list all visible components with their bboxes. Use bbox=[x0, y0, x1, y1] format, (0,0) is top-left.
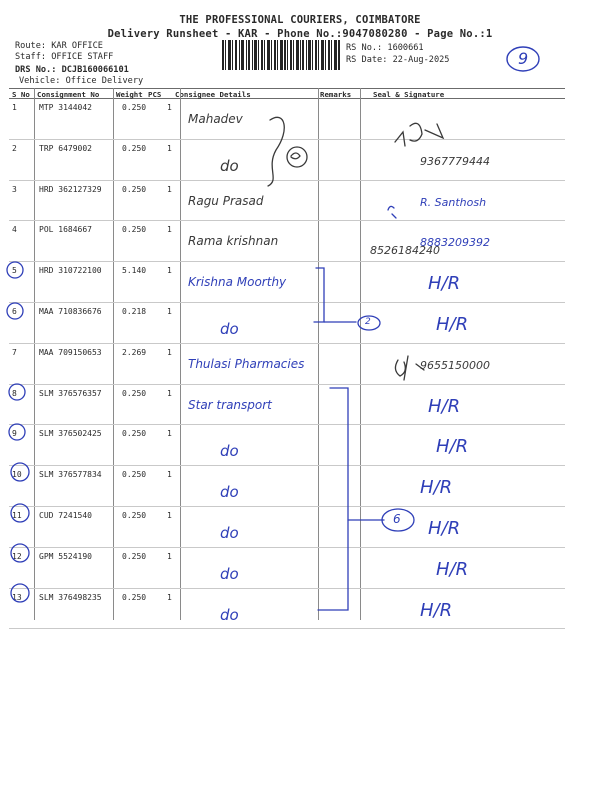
row-sno: 4 bbox=[12, 225, 17, 235]
row-consignee-handwritten: do bbox=[220, 524, 239, 542]
row-consignee-handwritten: Thulasi Pharmacies bbox=[188, 356, 305, 371]
row-sno: 11 bbox=[12, 511, 22, 520]
row-pcs: 1 bbox=[167, 470, 172, 480]
row-consignment-no: SLM 376498235 bbox=[39, 592, 102, 602]
page-number-text: 9 bbox=[518, 49, 529, 68]
row-pcs: 1 bbox=[167, 592, 172, 602]
row-signature-handwritten: H/R bbox=[428, 273, 461, 295]
row-sno: 6 bbox=[12, 307, 17, 316]
row-signature-handwritten: H/R bbox=[428, 518, 461, 539]
row-consignment-no: POL 1684667 bbox=[39, 225, 92, 235]
staff-info: Staff: OFFICE STAFF bbox=[15, 52, 114, 62]
row-weight: 0.250 bbox=[122, 225, 147, 235]
col-consignment: Consignment No bbox=[37, 90, 100, 99]
row-sno: 2 bbox=[12, 143, 17, 153]
row-weight: 2.269 bbox=[122, 347, 147, 357]
row-consignment-no: TRP 6479002 bbox=[39, 143, 92, 153]
row-sno: 9 bbox=[12, 429, 17, 439]
row-signature-handwritten: H/R bbox=[420, 599, 453, 621]
row-weight: 0.250 bbox=[122, 551, 147, 561]
row-consignee-handwritten: do bbox=[220, 442, 239, 461]
row-signature-handwritten: R. Santhosh bbox=[420, 195, 487, 209]
row-consignee-handwritten: Star transport bbox=[188, 397, 272, 412]
row-consignee-handwritten: Krishna Moorthy bbox=[188, 275, 287, 290]
bracket-count-label: 2 bbox=[365, 317, 371, 327]
row-weight: 0.250 bbox=[122, 470, 147, 480]
row-sno: 1 bbox=[12, 103, 17, 112]
col-consignee: Consignee Details bbox=[175, 90, 251, 99]
row-signature-handwritten: 9655150000 bbox=[420, 358, 490, 372]
row-pcs: 1 bbox=[167, 388, 172, 398]
row-sno: 3 bbox=[12, 184, 17, 194]
row-consignee-handwritten: Mahadev bbox=[188, 112, 243, 126]
row-sno: 8 bbox=[12, 388, 17, 398]
row-weight: 0.250 bbox=[122, 143, 147, 153]
row-consignment-no: SLM 376577834 bbox=[39, 470, 102, 480]
col-remarks: Remarks bbox=[320, 90, 352, 99]
row-consignment-no: MTP 3144042 bbox=[39, 103, 92, 112]
row-signature-handwritten: H/R bbox=[436, 558, 469, 580]
row-consignee-handwritten: do bbox=[220, 564, 239, 583]
row-pcs: 1 bbox=[167, 429, 172, 439]
rs-date: RS Date: 22-Aug-2025 bbox=[346, 55, 450, 65]
row-pcs: 1 bbox=[167, 551, 172, 561]
row-weight: 0.250 bbox=[122, 103, 147, 112]
col-sno: S No bbox=[12, 90, 30, 99]
row-pcs: 1 bbox=[167, 143, 172, 153]
row-consignee-handwritten: do bbox=[220, 156, 239, 175]
row-weight: 5.140 bbox=[122, 266, 147, 276]
row-signature-handwritten: 8883209392 bbox=[420, 236, 490, 250]
company-title: THE PROFESSIONAL COURIERS, COIMBATORE bbox=[179, 14, 421, 26]
row-pcs: 1 bbox=[167, 225, 172, 235]
row-consignment-no: MAA 710836676 bbox=[39, 307, 102, 316]
row4-signature-mobile: 8526184240 bbox=[370, 244, 440, 257]
row-consignee-handwritten: Rama krishnan bbox=[188, 234, 279, 249]
row-pcs: 1 bbox=[167, 266, 172, 276]
row-weight: 0.250 bbox=[122, 511, 147, 520]
drs-number: DRS No.: DCJB160066101 bbox=[15, 65, 129, 75]
row-consignment-no: GPM 5524190 bbox=[39, 551, 92, 561]
row-consignee-handwritten: do bbox=[220, 320, 239, 338]
row-sno: 12 bbox=[12, 551, 22, 561]
row-weight: 0.218 bbox=[122, 307, 147, 316]
row-consignment-no: HRD 362127329 bbox=[39, 184, 102, 194]
rs-number: RS No.: 1600661 bbox=[346, 43, 424, 53]
row-weight: 0.250 bbox=[122, 592, 147, 602]
col-pcs: PCS bbox=[148, 90, 162, 99]
row-pcs: 1 bbox=[167, 347, 172, 357]
row-consignment-no: HRD 310722100 bbox=[39, 266, 102, 276]
row-consignment-no: SLM 376576357 bbox=[39, 388, 102, 398]
row-pcs: 1 bbox=[167, 103, 172, 112]
row-signature-handwritten: H/R bbox=[436, 314, 469, 335]
col-weight: Weight bbox=[116, 90, 143, 99]
row-sno: 7 bbox=[12, 347, 17, 357]
row-weight: 0.250 bbox=[122, 184, 147, 194]
row-signature-handwritten: 9367779444 bbox=[420, 154, 490, 168]
route-info: Route: KAR OFFICE bbox=[15, 41, 103, 51]
row-pcs: 1 bbox=[167, 511, 172, 520]
row-consignment-no: CUD 7241540 bbox=[39, 511, 92, 520]
bracket-count-label: 6 bbox=[393, 512, 401, 526]
row-signature-handwritten: H/R bbox=[420, 477, 453, 499]
runsheet-subtitle: Delivery Runsheet - KAR - Phone No.:9047080280 - Page No.:1 bbox=[107, 28, 493, 40]
row-consignee-handwritten: do bbox=[220, 605, 239, 624]
row-pcs: 1 bbox=[167, 184, 172, 194]
col-seal: Seal & Signature bbox=[373, 90, 445, 99]
vehicle-info: Vehicle: Office Delivery bbox=[19, 76, 144, 86]
row-consignee-handwritten: do bbox=[220, 483, 239, 502]
row-weight: 0.250 bbox=[122, 429, 147, 439]
row-consignment-no: MAA 709150653 bbox=[39, 347, 102, 357]
row-signature-handwritten: H/R bbox=[436, 436, 469, 458]
row-sno: 10 bbox=[12, 470, 22, 480]
row-consignment-no: SLM 376502425 bbox=[39, 429, 102, 439]
row-sno: 5 bbox=[12, 266, 17, 276]
row-pcs: 1 bbox=[167, 307, 172, 316]
row-weight: 0.250 bbox=[122, 388, 147, 398]
row-signature-handwritten: H/R bbox=[428, 395, 461, 417]
row-consignee-handwritten: Ragu Prasad bbox=[188, 193, 264, 208]
row-sno: 13 bbox=[12, 592, 22, 602]
